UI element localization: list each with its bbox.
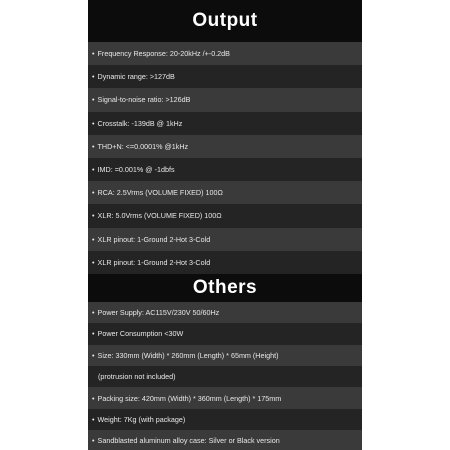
bullet: • [92, 257, 95, 267]
spec-row [88, 181, 362, 204]
spec-text: Power Supply: AC115V/230V 50/60Hz [97, 308, 220, 318]
others-spec-list [88, 302, 362, 450]
bullet: • [92, 436, 95, 446]
bullet: • [92, 95, 95, 105]
spec-row [88, 88, 362, 111]
spec-text: THD+N: <=0.0001% @1kHz [97, 141, 189, 151]
spec-text: XLR: 5.0Vrms (VOLUME FIXED) 100Ω [97, 211, 222, 221]
spec-row [88, 158, 362, 181]
bullet: • [92, 211, 95, 221]
spec-row [88, 409, 362, 430]
spec-text: XLR pinout: 1-Ground 2-Hot 3-Cold [97, 234, 211, 244]
spec-text: Signal-to-noise ratio: >126dB [97, 95, 191, 105]
spec-row [88, 42, 362, 65]
bullet: • [92, 49, 95, 59]
spec-text: Dynamic range: >127dB [97, 72, 175, 82]
spec-row [88, 228, 362, 251]
bullet: • [92, 308, 95, 318]
spec-text: XLR pinout: 1-Ground 2-Hot 3-Cold [97, 257, 211, 267]
spec-text: Power Consumption <30W [97, 329, 184, 339]
output-spec-list [88, 42, 362, 274]
spec-text: (protrusion not included) [98, 372, 176, 382]
spec-row [88, 366, 362, 387]
bullet: • [92, 393, 95, 403]
spec-text: Packing size: 420mm (Width) * 360mm (Length) * 175mm [97, 393, 282, 403]
spec-row [88, 112, 362, 135]
spec-row [88, 430, 362, 450]
bullet: • [92, 329, 95, 339]
spec-text: Weight: 7Kg (with package) [97, 415, 186, 425]
spec-text: Frequency Response: 20-20kHz /+-0.2dB [97, 49, 230, 59]
spec-row [88, 387, 362, 408]
spec-row [88, 323, 362, 344]
spec-text: Sandblasted aluminum alloy case: Silver or Black version [97, 436, 280, 446]
bullet: • [92, 415, 95, 425]
spec-text: IMD: =0.001% @ -1dbfs [97, 165, 175, 175]
bullet: • [92, 234, 95, 244]
others-heading: Others [88, 274, 362, 302]
spec-panel [88, 0, 362, 450]
bullet: • [92, 72, 95, 82]
bullet: • [92, 350, 95, 360]
spec-text: Crosstalk: -139dB @ 1kHz [97, 118, 183, 128]
spec-row [88, 302, 362, 323]
spec-row [88, 65, 362, 88]
output-heading: Output [88, 0, 362, 42]
bullet: • [92, 141, 95, 151]
bullet: • [92, 118, 95, 128]
spec-row [88, 204, 362, 227]
spec-row [88, 135, 362, 158]
spec-row [88, 251, 362, 274]
spec-row [88, 345, 362, 366]
spec-text: Size: 330mm (Width) * 260mm (Length) * 65mm (Height) [97, 350, 279, 360]
spec-text: RCA: 2.5Vrms (VOLUME FIXED) 100Ω [97, 188, 223, 198]
bullet: • [92, 188, 95, 198]
bullet: • [92, 165, 95, 175]
